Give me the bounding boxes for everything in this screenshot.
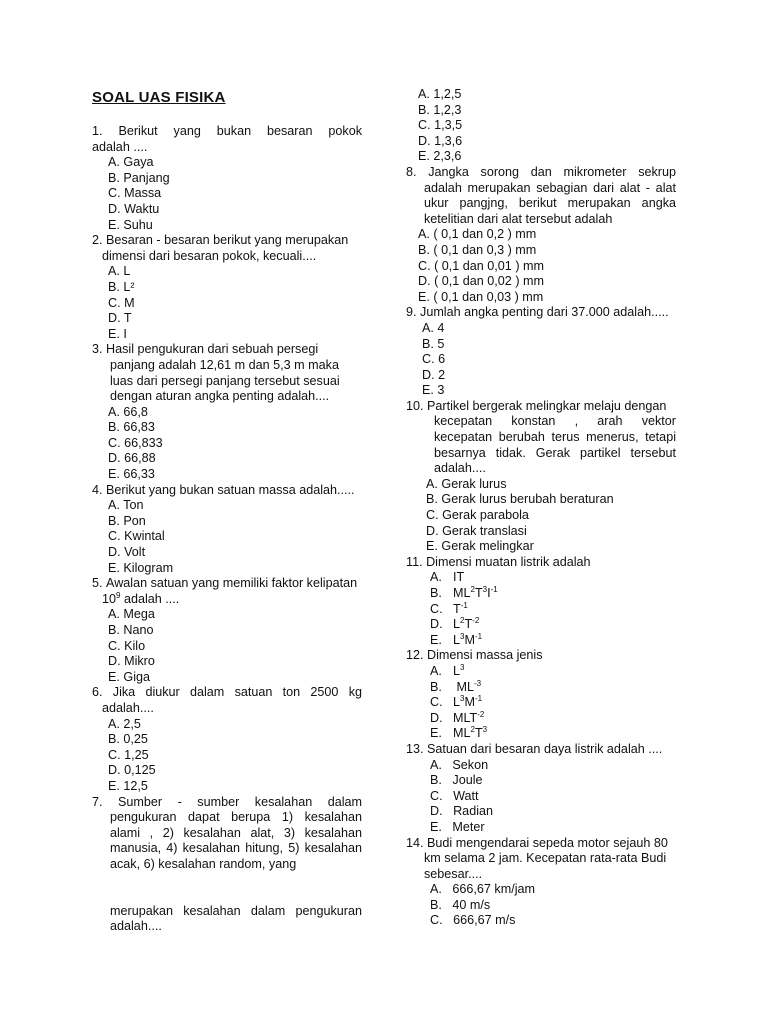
question-text: Sumber - sumber kesalahan dalam xyxy=(118,794,362,809)
exponent: -1 xyxy=(490,585,498,594)
question-number: 1. xyxy=(92,124,103,138)
option: C. 1,25 xyxy=(108,747,149,762)
option: A. Gerak lurus xyxy=(426,476,507,491)
option: D. 1,3,6 xyxy=(418,133,463,148)
option-formula: T xyxy=(474,586,483,600)
option: D. Mikro xyxy=(108,654,155,669)
option: B. Gerak lurus berubah beraturan xyxy=(426,492,614,507)
question-text: dimensi dari besaran pokok, kecuali.... xyxy=(102,248,317,263)
question-text: sebesar.... xyxy=(424,866,483,881)
question-text: 10 xyxy=(102,591,117,606)
option: B. Panjang xyxy=(108,170,170,185)
option-formula: T xyxy=(453,601,461,616)
question-text: Awalan satuan yang memiliki faktor kelipatan xyxy=(106,576,358,591)
question-13 xyxy=(406,742,676,836)
question-12-options xyxy=(406,664,676,742)
option xyxy=(406,586,676,602)
question-text: Berikut yang bukan besaran pokok xyxy=(118,124,363,138)
question-text: Satuan dari besaran daya listrik adalah .... xyxy=(427,741,663,756)
option: C. Massa xyxy=(108,186,162,201)
question-3 xyxy=(92,342,362,482)
option: B. 0,25 xyxy=(108,732,148,747)
question-text: kecepatan berubah terus menerus, tetapi xyxy=(434,430,676,445)
option xyxy=(406,711,676,727)
question-1 xyxy=(92,124,362,233)
option-formula: I xyxy=(487,586,491,600)
question-text: Dimensi massa jenis xyxy=(427,648,543,663)
exponent: 3 xyxy=(460,631,465,641)
question-text: Berikut yang bukan satuan massa adalah..... xyxy=(106,482,355,497)
option: A. 66,8 xyxy=(108,404,148,419)
option: D. Radian xyxy=(430,804,493,819)
question-text: manusia, 4) kesalahan hitung, 5) kesalahan xyxy=(110,841,362,856)
option: C. 6 xyxy=(422,352,446,367)
question-number: 6. xyxy=(92,685,103,700)
question-text: ukur pangjng, berikut merupakan angka xyxy=(424,196,676,211)
question-number: 3. xyxy=(92,342,103,357)
option: E. Suhu xyxy=(108,217,153,232)
question-5 xyxy=(92,576,362,685)
option: E. 66,33 xyxy=(108,467,155,482)
option-formula: M xyxy=(464,695,475,710)
question-text: acak, 6) kesalahan random, yang xyxy=(110,856,297,871)
option: D. 0,125 xyxy=(108,763,156,778)
option: E. 12,5 xyxy=(108,778,148,793)
option: C. 666,67 m/s xyxy=(430,913,516,928)
option: C. Gerak parabola xyxy=(426,508,529,523)
option: D. 66,88 xyxy=(108,451,156,466)
question-11 xyxy=(406,555,676,649)
exponent: -2 xyxy=(477,709,485,719)
option: A. 1,2,5 xyxy=(418,87,462,101)
question-text: adalah .... xyxy=(120,591,180,606)
option xyxy=(406,617,676,633)
option-formula: L xyxy=(453,663,461,678)
option: C. ( 0,1 dan 0,01 ) mm xyxy=(418,258,544,273)
exponent: 2 xyxy=(470,725,475,735)
option: A. 2,5 xyxy=(108,716,141,731)
option: C. 66,833 xyxy=(108,435,163,450)
option: E. Meter xyxy=(430,819,485,834)
question-text: Besaran - besaran berikut yang merupakan xyxy=(106,233,349,248)
option: E. 3 xyxy=(422,383,445,398)
exponent: 2 xyxy=(470,585,475,594)
question-text: kecepatan konstan , arah vektor xyxy=(434,414,676,429)
exponent: -1 xyxy=(460,600,468,610)
option xyxy=(406,570,676,586)
option: C. Kwintal xyxy=(108,529,165,544)
option xyxy=(406,633,676,649)
option xyxy=(406,664,676,680)
option xyxy=(406,602,676,618)
question-text: merupakan kesalahan dalam pengukuran xyxy=(110,903,362,918)
option: D. Gerak translasi xyxy=(426,523,527,538)
question-text: luas dari persegi panjang tersebut sesuai xyxy=(110,373,340,388)
option-formula: ML xyxy=(453,586,471,600)
exponent: -1 xyxy=(474,631,483,641)
question-text: Dimensi muatan listrik adalah xyxy=(426,554,591,569)
option: E. 2,3,6 xyxy=(418,149,462,164)
exponent: -3 xyxy=(474,678,482,688)
option-letter: C. xyxy=(430,601,443,616)
question-text: adalah .... xyxy=(92,139,148,154)
question-14 xyxy=(406,836,676,930)
option-formula: M xyxy=(464,632,475,647)
question-9 xyxy=(406,305,676,399)
question-11-options xyxy=(406,570,676,648)
option: A. Sekon xyxy=(430,757,489,772)
option: B. ( 0,1 dan 0,3 ) mm xyxy=(418,242,537,257)
option-formula: MLT xyxy=(453,710,478,725)
option xyxy=(406,680,676,696)
option: E. Kilogram xyxy=(108,560,174,575)
exponent: -1 xyxy=(474,694,483,704)
option-letter: C. xyxy=(430,695,443,710)
exponent: -2 xyxy=(472,616,480,626)
question-text: adalah merupakan sebagian dari alat - alat xyxy=(424,180,676,195)
option: A. 666,67 km/jam xyxy=(430,882,535,897)
question-number: 8. xyxy=(406,164,417,179)
option: C. Watt xyxy=(430,788,479,803)
option: E. Giga xyxy=(108,669,150,684)
option-letter: A. xyxy=(430,663,442,678)
question-2 xyxy=(92,233,362,342)
question-text: Jika diukur dalam satuan ton 2500 kg xyxy=(112,685,362,700)
option-letter: B. xyxy=(430,679,442,694)
option-formula: T xyxy=(474,726,483,741)
option xyxy=(406,726,676,742)
question-text: ketelitian dari alat tersebut adalah xyxy=(424,211,613,226)
exponent: 9 xyxy=(116,590,121,600)
question-12 xyxy=(406,648,676,742)
question-text: Jangka sorong dan mikrometer sekrup xyxy=(428,164,676,179)
option: A. ( 0,1 dan 0,2 ) mm xyxy=(418,227,537,242)
question-number: 14. xyxy=(406,835,424,850)
question-text: adalah.... xyxy=(434,461,486,476)
option: D. 2 xyxy=(422,367,446,382)
option: A. Mega xyxy=(108,607,155,622)
question-number: 5. xyxy=(92,576,103,591)
page-title: SOAL UAS FISIKA xyxy=(92,89,226,106)
option: E. ( 0,1 dan 0,03 ) mm xyxy=(418,289,544,304)
question-number: 2. xyxy=(92,233,103,248)
question-7 xyxy=(92,795,362,935)
option: B. Pon xyxy=(108,513,146,528)
option: E. I xyxy=(108,326,127,341)
exponent: 3 xyxy=(482,585,488,594)
question-4 xyxy=(92,483,362,577)
question-text: dengan aturan angka penting adalah.... xyxy=(110,389,330,404)
option-formula: IT xyxy=(453,570,465,585)
question-text: Hasil pengukuran dari sebuah persegi xyxy=(106,342,319,357)
question-10 xyxy=(406,399,676,555)
option: A. L xyxy=(108,264,131,279)
option: E. Gerak melingkar xyxy=(426,539,534,554)
option-formula: T xyxy=(464,617,473,632)
question-text: panjang adalah 12,61 m dan 5,3 m maka xyxy=(110,357,339,372)
option-formula: ML xyxy=(453,679,474,694)
option: B. 40 m/s xyxy=(430,897,491,912)
question-text: Jumlah angka penting dari 37.000 adalah..... xyxy=(420,305,669,320)
question-text: adalah.... xyxy=(102,700,154,715)
exponent: 2 xyxy=(460,616,465,626)
question-number: 9. xyxy=(406,305,417,320)
option-formula: L xyxy=(453,617,461,632)
question-number: 4. xyxy=(92,482,103,497)
exponent: 3 xyxy=(460,662,465,672)
option: C. Kilo xyxy=(108,638,146,653)
option: B. Joule xyxy=(430,773,483,788)
option: C. M xyxy=(108,295,135,310)
option-formula: L xyxy=(453,632,461,647)
option: B. Nano xyxy=(108,623,154,637)
question-number: 10. xyxy=(406,398,424,413)
option: A. 4 xyxy=(422,320,445,335)
option-letter: E. xyxy=(430,632,442,647)
option-letter: D. xyxy=(430,710,443,725)
option-letter: E. xyxy=(430,726,442,741)
question-6 xyxy=(92,685,362,794)
question-text: alami , 2) kesalahan alat, 3) kesalahan xyxy=(110,825,362,840)
question-8 xyxy=(406,165,676,305)
option: B. 66,83 xyxy=(108,420,155,435)
option-letter: D. xyxy=(430,617,443,632)
question-text: km selama 2 jam. Kecepatan rata-rata Budi xyxy=(424,851,667,866)
question-text: adalah.... xyxy=(110,919,162,934)
right-column xyxy=(406,87,676,929)
question-7-options xyxy=(406,87,676,165)
option: D. Volt xyxy=(108,545,146,560)
question-number: 12. xyxy=(406,648,424,663)
question-number: 7. xyxy=(92,794,103,809)
question-text: pengukuran dapat berupa 1) kesalahan xyxy=(110,810,362,825)
option xyxy=(406,695,676,711)
exponent: 3 xyxy=(482,725,488,735)
question-text: Budi mengendarai sepeda motor sejauh 80 xyxy=(427,835,668,850)
option: A. Ton xyxy=(108,498,144,513)
left-column xyxy=(92,124,362,935)
question-number: 13. xyxy=(406,741,424,756)
option: D. ( 0,1 dan 0,02 ) mm xyxy=(418,274,544,289)
exponent: 3 xyxy=(460,694,465,704)
option: D. T xyxy=(108,311,132,326)
option-letter: B. xyxy=(430,586,442,600)
option: C. 1,3,5 xyxy=(418,118,463,133)
option: A. Gaya xyxy=(108,155,154,170)
option: B. 5 xyxy=(422,336,445,351)
option-letter: A. xyxy=(430,570,442,585)
option-formula: ML xyxy=(453,726,471,741)
option: B. L² xyxy=(108,279,135,294)
question-number: 11. xyxy=(406,554,423,569)
option: D. Waktu xyxy=(108,201,160,216)
option: B. 1,2,3 xyxy=(418,102,462,117)
question-text: besarnya tidak. Gerak partikel tersebut xyxy=(434,445,676,460)
option-formula: L xyxy=(453,695,461,710)
question-text: Partikel bergerak melingkar melaju dengan xyxy=(427,398,667,413)
